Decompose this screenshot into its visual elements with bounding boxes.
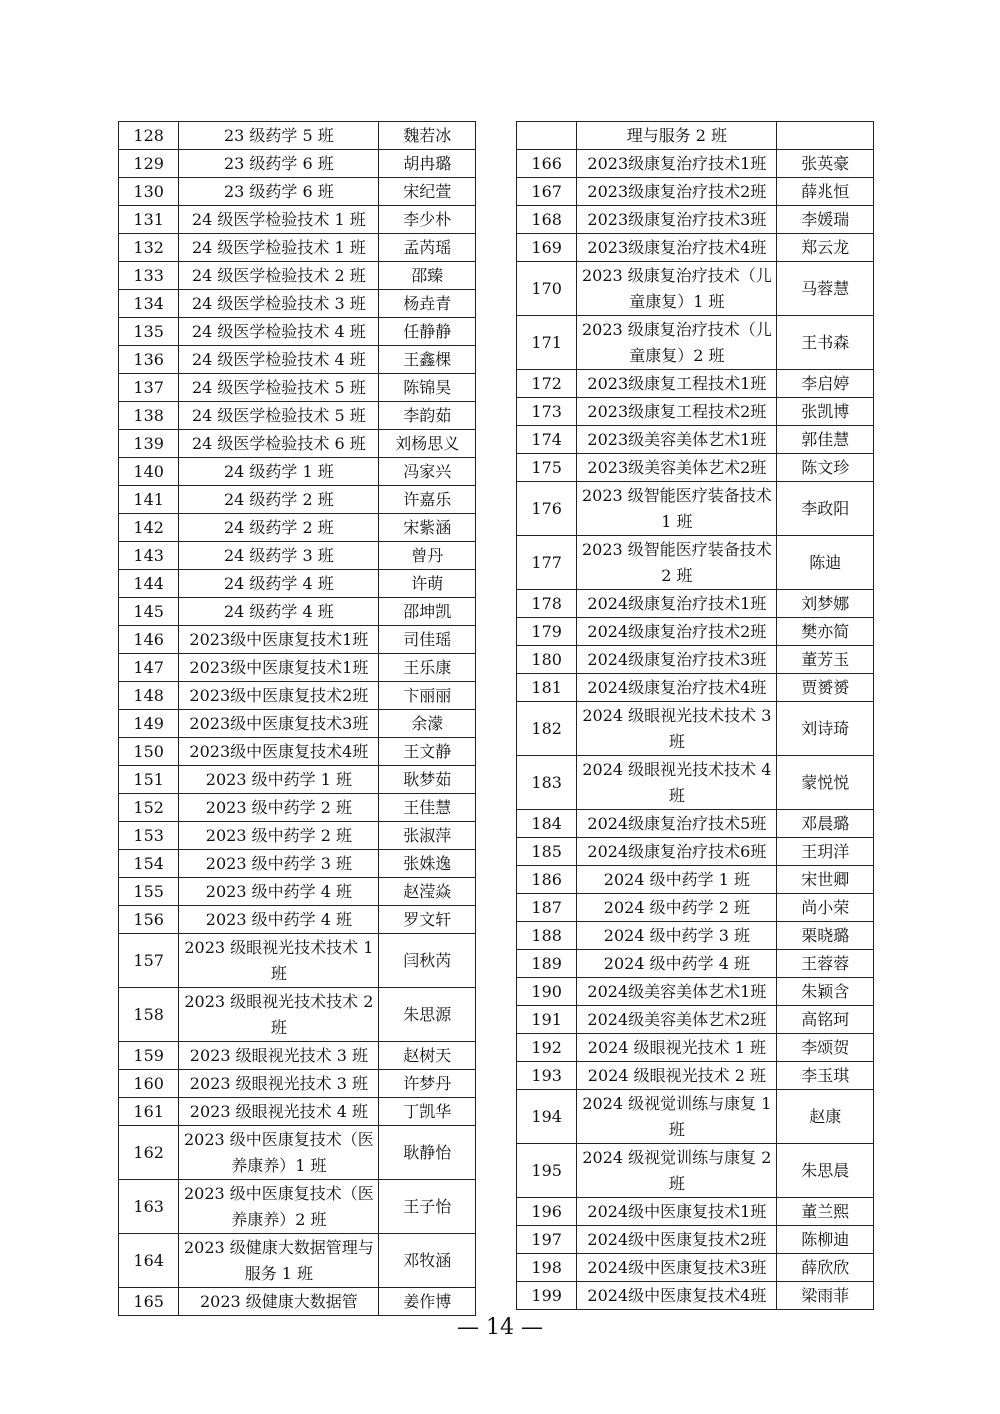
student-name: 薛兆恒 — [777, 178, 874, 206]
table-row — [119, 654, 476, 682]
student-name: 王佳慧 — [379, 794, 476, 822]
row-number: 140 — [119, 458, 179, 486]
table-row — [517, 978, 874, 1006]
row-number: 185 — [517, 838, 577, 866]
student-name: 闫秋芮 — [379, 934, 476, 988]
student-name: 马蓉慧 — [777, 262, 874, 316]
student-name: 郑云龙 — [777, 234, 874, 262]
student-name: 陈锦昊 — [379, 374, 476, 402]
student-name: 丁凯华 — [379, 1098, 476, 1126]
row-number: 141 — [119, 486, 179, 514]
class-name: 2024 级视觉训练与康复 2 班 — [577, 1144, 777, 1198]
student-name: 王鑫棵 — [379, 346, 476, 374]
table-row — [119, 766, 476, 794]
class-name: 24 级药学 1 班 — [179, 458, 379, 486]
class-name: 2024级中医康复技术4班 — [577, 1282, 777, 1310]
class-name: 24 级药学 4 班 — [179, 598, 379, 626]
table-row — [119, 934, 476, 988]
table-row — [517, 370, 874, 398]
table-row — [119, 150, 476, 178]
student-name: 李媛瑞 — [777, 206, 874, 234]
student-name: 陈文珍 — [777, 454, 874, 482]
table-row — [119, 234, 476, 262]
class-name: 2023 级眼视光技术 3 班 — [179, 1070, 379, 1098]
class-name: 23 级药学 6 班 — [179, 178, 379, 206]
student-name: 张姝逸 — [379, 850, 476, 878]
table-row — [517, 702, 874, 756]
row-number: 163 — [119, 1180, 179, 1234]
page-number: — 14 — — [457, 1315, 543, 1340]
table-row — [119, 1098, 476, 1126]
row-number: 146 — [119, 626, 179, 654]
class-name: 2023 级中药学 2 班 — [179, 822, 379, 850]
student-name: 贾赟赟 — [777, 674, 874, 702]
student-name: 邵臻 — [379, 262, 476, 290]
row-number: 170 — [517, 262, 577, 316]
class-name: 2024 级中药学 1 班 — [577, 866, 777, 894]
class-name: 24 级医学检验技术 5 班 — [179, 374, 379, 402]
student-name: 余濛 — [379, 710, 476, 738]
class-name: 2024 级中药学 4 班 — [577, 950, 777, 978]
row-number: 189 — [517, 950, 577, 978]
row-number: 192 — [517, 1034, 577, 1062]
class-name: 24 级药学 2 班 — [179, 486, 379, 514]
row-number: 188 — [517, 922, 577, 950]
table-row — [517, 426, 874, 454]
class-name: 24 级医学检验技术 4 班 — [179, 318, 379, 346]
class-name: 2023级中医康复技术4班 — [179, 738, 379, 766]
table-row — [119, 486, 476, 514]
table-row — [517, 1254, 874, 1282]
student-name: 宋世卿 — [777, 866, 874, 894]
table-row — [119, 626, 476, 654]
class-name: 2023 级眼视光技术技术 2 班 — [179, 988, 379, 1042]
table-row — [517, 756, 874, 810]
table-row — [119, 1126, 476, 1180]
class-name: 2024 级眼视光技术技术 4 班 — [577, 756, 777, 810]
table-row — [517, 1090, 874, 1144]
row-number: 150 — [119, 738, 179, 766]
table-row — [517, 618, 874, 646]
row-number: 128 — [119, 122, 179, 150]
table-row — [517, 1006, 874, 1034]
row-number: 197 — [517, 1226, 577, 1254]
class-name: 2023 级中医康复技术（医养康养）2 班 — [179, 1180, 379, 1234]
student-name: 刘杨思义 — [379, 430, 476, 458]
student-name: 王文静 — [379, 738, 476, 766]
class-name: 2023级康复治疗技术4班 — [577, 234, 777, 262]
row-number: 134 — [119, 290, 179, 318]
class-name: 2023 级健康大数据管 — [179, 1288, 379, 1316]
student-name: 陈迪 — [777, 536, 874, 590]
student-name: 曾丹 — [379, 542, 476, 570]
class-name: 2023 级中药学 1 班 — [179, 766, 379, 794]
class-name: 2024级康复治疗技术5班 — [577, 810, 777, 838]
class-name: 2024级康复治疗技术3班 — [577, 646, 777, 674]
row-number: 198 — [517, 1254, 577, 1282]
class-name: 24 级医学检验技术 2 班 — [179, 262, 379, 290]
row-number: 158 — [119, 988, 179, 1042]
row-number: 169 — [517, 234, 577, 262]
class-name: 2023 级智能医疗装备技术 2 班 — [577, 536, 777, 590]
student-name: 许梦丹 — [379, 1070, 476, 1098]
table-row — [517, 1282, 874, 1310]
student-name: 陈柳迪 — [777, 1226, 874, 1254]
table-row — [517, 646, 874, 674]
table-row — [517, 838, 874, 866]
student-name: 王蓉蓉 — [777, 950, 874, 978]
class-name: 2023 级眼视光技术技术 1 班 — [179, 934, 379, 988]
row-number: 173 — [517, 398, 577, 426]
table-row — [517, 454, 874, 482]
student-name: 邵坤凯 — [379, 598, 476, 626]
student-name: 赵树天 — [379, 1042, 476, 1070]
table-row — [119, 1288, 476, 1316]
table-row — [517, 894, 874, 922]
class-name: 2023级中医康复技术3班 — [179, 710, 379, 738]
row-number: 160 — [119, 1070, 179, 1098]
student-name: 李少朴 — [379, 206, 476, 234]
student-name — [777, 122, 874, 150]
class-name: 2023 级康复治疗技术（儿童康复）2 班 — [577, 316, 777, 370]
class-name: 2023 级健康大数据管理与服务 1 班 — [179, 1234, 379, 1288]
table-row — [517, 590, 874, 618]
student-name: 卞丽丽 — [379, 682, 476, 710]
table-row — [119, 374, 476, 402]
row-number: 182 — [517, 702, 577, 756]
student-name: 姜作博 — [379, 1288, 476, 1316]
class-name: 2024级中医康复技术2班 — [577, 1226, 777, 1254]
table-row — [119, 570, 476, 598]
class-name: 24 级医学检验技术 3 班 — [179, 290, 379, 318]
table-row — [517, 206, 874, 234]
row-number: 175 — [517, 454, 577, 482]
row-number: 194 — [517, 1090, 577, 1144]
student-name: 许嘉乐 — [379, 486, 476, 514]
class-name: 2024级康复治疗技术2班 — [577, 618, 777, 646]
table-row — [119, 1070, 476, 1098]
row-number: 144 — [119, 570, 179, 598]
row-number: 142 — [119, 514, 179, 542]
row-number: 195 — [517, 1144, 577, 1198]
row-number: 143 — [119, 542, 179, 570]
table-row — [517, 316, 874, 370]
class-name: 2023 级中医康复技术（医养康养）1 班 — [179, 1126, 379, 1180]
class-name: 2024级康复治疗技术4班 — [577, 674, 777, 702]
class-name: 2024 级中药学 2 班 — [577, 894, 777, 922]
student-name: 刘诗琦 — [777, 702, 874, 756]
table-row — [517, 398, 874, 426]
table-row — [119, 1180, 476, 1234]
student-name: 耿静怡 — [379, 1126, 476, 1180]
row-number: 162 — [119, 1126, 179, 1180]
student-name: 杨垚青 — [379, 290, 476, 318]
row-number: 138 — [119, 402, 179, 430]
row-number: 132 — [119, 234, 179, 262]
table-row — [517, 1034, 874, 1062]
student-name: 邓晨璐 — [777, 810, 874, 838]
table-row — [517, 866, 874, 894]
class-name: 2024 级眼视光技术 2 班 — [577, 1062, 777, 1090]
student-name: 董芳玉 — [777, 646, 874, 674]
row-number: 157 — [119, 934, 179, 988]
row-number: 145 — [119, 598, 179, 626]
right-roster-table — [516, 121, 874, 1310]
row-number: 174 — [517, 426, 577, 454]
row-number: 190 — [517, 978, 577, 1006]
row-number: 133 — [119, 262, 179, 290]
class-name: 2024 级视觉训练与康复 1 班 — [577, 1090, 777, 1144]
table-row — [517, 178, 874, 206]
row-number: 131 — [119, 206, 179, 234]
row-number: 136 — [119, 346, 179, 374]
class-name: 2023级中医康复技术1班 — [179, 626, 379, 654]
class-name: 2023 级中药学 4 班 — [179, 906, 379, 934]
class-name: 24 级医学检验技术 5 班 — [179, 402, 379, 430]
table-row — [119, 346, 476, 374]
class-name: 2023级康复治疗技术3班 — [577, 206, 777, 234]
class-name: 24 级医学检验技术 1 班 — [179, 234, 379, 262]
table-row — [119, 598, 476, 626]
table-row — [119, 402, 476, 430]
row-number: 147 — [119, 654, 179, 682]
student-name: 李颂贺 — [777, 1034, 874, 1062]
table-row — [119, 878, 476, 906]
table-row — [517, 674, 874, 702]
student-name: 李启婷 — [777, 370, 874, 398]
student-name: 李政阳 — [777, 482, 874, 536]
table-row — [517, 810, 874, 838]
table-row — [119, 122, 476, 150]
class-name: 2024级康复治疗技术1班 — [577, 590, 777, 618]
class-name: 2023 级中药学 3 班 — [179, 850, 379, 878]
row-number: 159 — [119, 1042, 179, 1070]
class-name: 2023 级眼视光技术 3 班 — [179, 1042, 379, 1070]
class-name: 2023 级智能医疗装备技术 1 班 — [577, 482, 777, 536]
row-number: 186 — [517, 866, 577, 894]
table-row — [119, 738, 476, 766]
student-name: 魏若冰 — [379, 122, 476, 150]
student-name: 司佳瑶 — [379, 626, 476, 654]
class-name: 2024 级眼视光技术 1 班 — [577, 1034, 777, 1062]
student-name: 樊亦简 — [777, 618, 874, 646]
table-row — [119, 290, 476, 318]
class-name: 2023级美容美体艺术1班 — [577, 426, 777, 454]
class-name: 24 级医学检验技术 6 班 — [179, 430, 379, 458]
table-row — [119, 206, 476, 234]
table-row — [517, 262, 874, 316]
row-number: 179 — [517, 618, 577, 646]
class-name: 24 级药学 3 班 — [179, 542, 379, 570]
row-number: 187 — [517, 894, 577, 922]
row-number: 172 — [517, 370, 577, 398]
row-number: 161 — [119, 1098, 179, 1126]
table-row — [119, 1042, 476, 1070]
student-name: 王乐康 — [379, 654, 476, 682]
table-row — [119, 514, 476, 542]
table-row — [119, 458, 476, 486]
row-number: 152 — [119, 794, 179, 822]
table-row — [119, 710, 476, 738]
student-name: 耿梦茹 — [379, 766, 476, 794]
class-name: 23 级药学 5 班 — [179, 122, 379, 150]
table-row — [119, 850, 476, 878]
table-row — [517, 922, 874, 950]
student-name: 许萌 — [379, 570, 476, 598]
table-row — [517, 1062, 874, 1090]
student-name: 张凯博 — [777, 398, 874, 426]
row-number: 184 — [517, 810, 577, 838]
student-name: 胡冉璐 — [379, 150, 476, 178]
class-name: 2023级康复治疗技术1班 — [577, 150, 777, 178]
class-name: 2023级中医康复技术2班 — [179, 682, 379, 710]
table-row — [119, 178, 476, 206]
class-name: 2023 级眼视光技术 4 班 — [179, 1098, 379, 1126]
class-name: 2024 级眼视光技术技术 3 班 — [577, 702, 777, 756]
left-roster-table — [118, 121, 476, 1316]
class-name: 2023 级中药学 4 班 — [179, 878, 379, 906]
class-name: 23 级药学 6 班 — [179, 150, 379, 178]
student-name: 王玥洋 — [777, 838, 874, 866]
row-number: 154 — [119, 850, 179, 878]
student-name: 朱颖含 — [777, 978, 874, 1006]
table-row — [517, 1226, 874, 1254]
student-name: 宋纪萱 — [379, 178, 476, 206]
row-number: 181 — [517, 674, 577, 702]
class-name: 2023级中医康复技术1班 — [179, 654, 379, 682]
student-name: 赵滢焱 — [379, 878, 476, 906]
table-row — [119, 542, 476, 570]
class-name: 24 级药学 2 班 — [179, 514, 379, 542]
student-name: 冯家兴 — [379, 458, 476, 486]
row-number: 176 — [517, 482, 577, 536]
table-row — [517, 1144, 874, 1198]
class-name: 理与服务 2 班 — [577, 122, 777, 150]
row-number: 129 — [119, 150, 179, 178]
class-name: 24 级医学检验技术 4 班 — [179, 346, 379, 374]
class-name: 2023级康复工程技术2班 — [577, 398, 777, 426]
row-number: 164 — [119, 1234, 179, 1288]
student-name: 薛欣欣 — [777, 1254, 874, 1282]
student-name: 刘梦娜 — [777, 590, 874, 618]
class-name: 2024 级中药学 3 班 — [577, 922, 777, 950]
row-number: 149 — [119, 710, 179, 738]
row-number: 166 — [517, 150, 577, 178]
class-name: 2023级康复治疗技术2班 — [577, 178, 777, 206]
row-number: 165 — [119, 1288, 179, 1316]
row-number: 153 — [119, 822, 179, 850]
student-name: 李玉琪 — [777, 1062, 874, 1090]
table-row — [119, 906, 476, 934]
student-name: 董兰熙 — [777, 1198, 874, 1226]
table-row — [517, 234, 874, 262]
student-name: 高铭珂 — [777, 1006, 874, 1034]
class-name: 24 级医学检验技术 1 班 — [179, 206, 379, 234]
row-number: 130 — [119, 178, 179, 206]
student-name: 王子怡 — [379, 1180, 476, 1234]
row-number: 148 — [119, 682, 179, 710]
class-name: 2024级美容美体艺术1班 — [577, 978, 777, 1006]
row-number: 135 — [119, 318, 179, 346]
row-number: 137 — [119, 374, 179, 402]
row-number: 139 — [119, 430, 179, 458]
student-name: 梁雨菲 — [777, 1282, 874, 1310]
class-name: 2024级中医康复技术1班 — [577, 1198, 777, 1226]
table-row — [119, 988, 476, 1042]
row-number — [517, 122, 577, 150]
student-name: 朱思晨 — [777, 1144, 874, 1198]
student-name: 朱思源 — [379, 988, 476, 1042]
student-name: 任静静 — [379, 318, 476, 346]
student-name: 张淑萍 — [379, 822, 476, 850]
student-name: 王书森 — [777, 316, 874, 370]
student-name: 李韵茹 — [379, 402, 476, 430]
row-number: 168 — [517, 206, 577, 234]
table-row — [119, 430, 476, 458]
row-number: 193 — [517, 1062, 577, 1090]
table-row — [517, 950, 874, 978]
student-name: 郭佳慧 — [777, 426, 874, 454]
student-name: 尚小荣 — [777, 894, 874, 922]
student-name: 宋紫涵 — [379, 514, 476, 542]
class-name: 2024级美容美体艺术2班 — [577, 1006, 777, 1034]
row-number: 191 — [517, 1006, 577, 1034]
table-row — [517, 122, 874, 150]
student-name: 栗晓璐 — [777, 922, 874, 950]
student-name: 邓牧涵 — [379, 1234, 476, 1288]
class-name: 2023级康复工程技术1班 — [577, 370, 777, 398]
table-row — [517, 536, 874, 590]
table-row — [119, 682, 476, 710]
table-row — [517, 150, 874, 178]
row-number: 151 — [119, 766, 179, 794]
student-name: 蒙悦悦 — [777, 756, 874, 810]
table-row — [119, 794, 476, 822]
table-row — [119, 1234, 476, 1288]
class-name: 24 级药学 4 班 — [179, 570, 379, 598]
table-row — [119, 822, 476, 850]
student-name: 孟芮瑶 — [379, 234, 476, 262]
class-name: 2023级美容美体艺术2班 — [577, 454, 777, 482]
row-number: 156 — [119, 906, 179, 934]
row-number: 199 — [517, 1282, 577, 1310]
table-row — [119, 262, 476, 290]
row-number: 155 — [119, 878, 179, 906]
class-name: 2023 级康复治疗技术（儿童康复）1 班 — [577, 262, 777, 316]
row-number: 196 — [517, 1198, 577, 1226]
table-row — [517, 1198, 874, 1226]
student-name: 张英豪 — [777, 150, 874, 178]
row-number: 178 — [517, 590, 577, 618]
row-number: 177 — [517, 536, 577, 590]
table-row — [119, 318, 476, 346]
row-number: 180 — [517, 646, 577, 674]
row-number: 183 — [517, 756, 577, 810]
student-name: 罗文轩 — [379, 906, 476, 934]
class-name: 2024级康复治疗技术6班 — [577, 838, 777, 866]
class-name: 2024级中医康复技术3班 — [577, 1254, 777, 1282]
class-name: 2023 级中药学 2 班 — [179, 794, 379, 822]
table-row — [517, 482, 874, 536]
row-number: 171 — [517, 316, 577, 370]
row-number: 167 — [517, 178, 577, 206]
student-name: 赵康 — [777, 1090, 874, 1144]
